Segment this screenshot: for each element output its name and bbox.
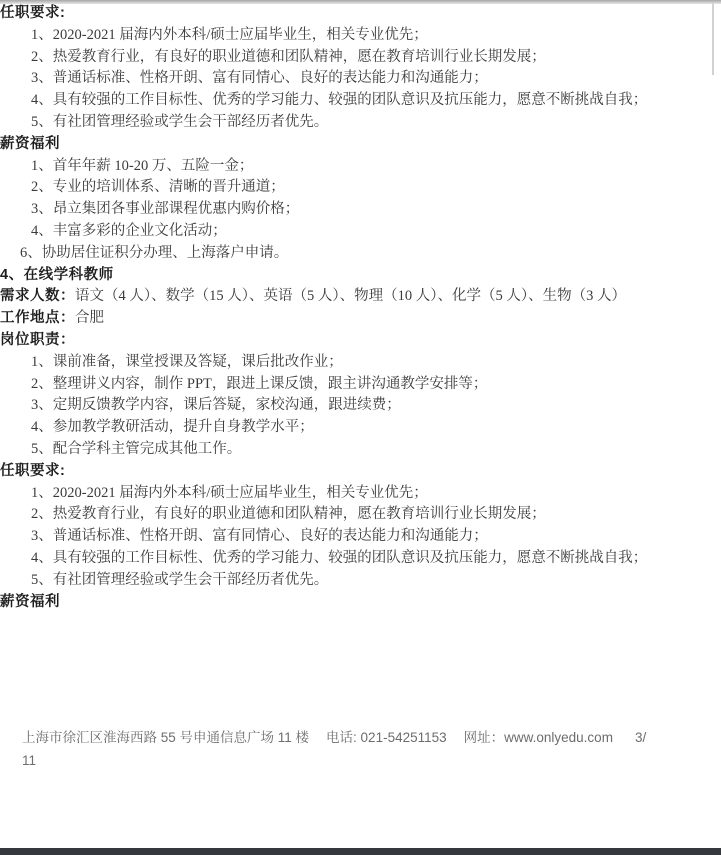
document-content xyxy=(0,3,721,613)
footer-line xyxy=(22,726,697,749)
job-title: 4、在线学科教师 xyxy=(0,266,114,283)
footer-page-number-wrapped: 11 xyxy=(22,753,37,768)
headcount-value: 语文（4 人）、数学（15 人）、英语（5 人）、物理（10 人）、化学（5 人）、生物（3 人） xyxy=(75,288,626,305)
headcount-row xyxy=(0,286,721,308)
headcount-label: 需求人数： xyxy=(0,288,75,305)
page-footer xyxy=(22,726,697,772)
requirements-heading: 任职要求: xyxy=(0,462,66,479)
requirement-item: 2、热爱教育行业，有良好的职业道德和团队精神，愿在教育培训行业长期发展； xyxy=(31,506,546,523)
requirement-item: 4、具有较强的工作目标性、优秀的学习能力、较强的团队意识及抗压能力，愿意不断挑战自我； xyxy=(31,92,648,109)
duty-item: 4、参加教学教研活动，提升自身教学水平； xyxy=(31,419,314,436)
salary-item: 6、协助居住证积分办理、上海落户申请。 xyxy=(20,244,289,261)
salary-item: 2、专业的培训体系、清晰的晋升通道； xyxy=(31,179,285,196)
footer-website-label: 网址： xyxy=(463,730,505,745)
duty-item: 5、配合学科主管完成其他工作。 xyxy=(31,440,242,457)
salary-item: 3、昂立集团各事业部课程优惠内购价格； xyxy=(31,201,300,218)
requirements-heading: 任职要求: xyxy=(0,5,66,21)
requirement-item: 1、2020-2021 届海内外本科/硕士应届毕业生，相关专业优先； xyxy=(31,26,428,43)
duty-item: 3、定期反馈教学内容，课后答疑，家校沟通，跟进续费； xyxy=(31,397,401,414)
requirement-item: 5、有社团管理经验或学生会干部经历者优先。 xyxy=(31,113,329,130)
location-label: 工作地点： xyxy=(0,310,75,327)
footer-page-number: 3/ xyxy=(634,730,647,745)
requirement-item: 5、有社团管理经验或学生会干部经历者优先。 xyxy=(31,571,329,588)
requirement-item: 4、具有较强的工作目标性、优秀的学习能力、较强的团队意识及抗压能力，愿意不断挑战自我； xyxy=(31,549,648,566)
salary-item: 1、首年年薪 10-20 万、五险一金； xyxy=(31,157,254,174)
requirement-item: 3、普通话标准、性格开朗、富有同情心、良好的表达能力和沟通能力； xyxy=(31,70,488,87)
footer-website xyxy=(464,726,613,749)
salary-item: 4、丰富多彩的企业文化活动； xyxy=(31,222,227,239)
salary-heading: 薪资福利 xyxy=(0,135,60,152)
duties-heading: 岗位职责： xyxy=(0,331,75,348)
duty-item: 1、课前准备，课堂授课及答疑，课后批改作业； xyxy=(31,353,343,370)
requirement-item: 1、2020-2021 届海内外本科/硕士应届毕业生，相关专业优先； xyxy=(31,484,428,501)
bottom-bar xyxy=(0,848,721,855)
requirement-item: 3、普通话标准、性格开朗、富有同情心、良好的表达能力和沟通能力； xyxy=(31,528,488,545)
duty-item: 2、整理讲义内容，制作 PPT，跟进上课反馈，跟主讲沟通教学安排等； xyxy=(31,375,488,392)
salary-heading: 薪资福利 xyxy=(0,593,60,610)
location-row xyxy=(0,308,721,330)
footer-website-url: www.onlyedu.com xyxy=(504,730,613,745)
requirement-item: 2、热爱教育行业，有良好的职业道德和团队精神，愿在教育培训行业长期发展； xyxy=(31,48,546,65)
footer-address: 上海市徐汇区淮海西路 55 号申通信息广场 11 楼 xyxy=(22,730,310,745)
footer-phone: 电话: 021-54251153 xyxy=(326,730,447,745)
location-value: 合肥 xyxy=(75,310,104,327)
